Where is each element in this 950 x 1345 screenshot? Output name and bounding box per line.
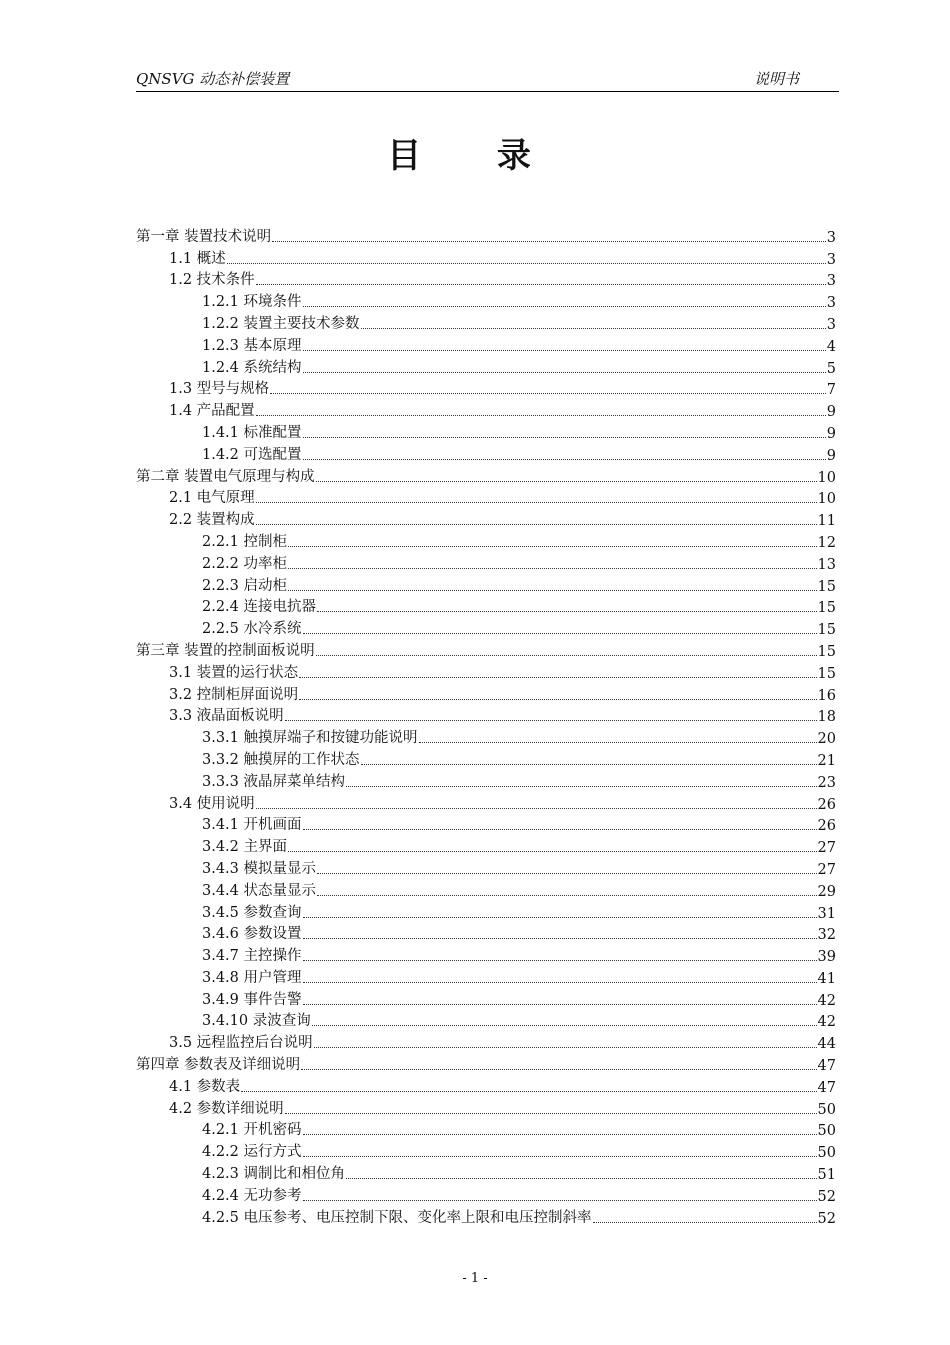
toc-entry[interactable] [136, 704, 836, 726]
toc-entry-label: 3.4.1 开机画面 [202, 817, 302, 834]
toc-entry[interactable] [136, 769, 836, 791]
toc-entry[interactable] [136, 856, 836, 878]
toc-entry-label: 3.4.2 主界面 [202, 839, 288, 856]
toc-entry[interactable] [136, 965, 836, 987]
toc-entry[interactable] [136, 246, 836, 268]
toc-leader-dots [303, 437, 826, 438]
toc-entry-page: 50 [817, 1145, 836, 1162]
toc-entry[interactable] [136, 289, 836, 311]
toc-leader-dots [303, 350, 826, 351]
toc-entry-label: 3.4.10 录波查询 [202, 1013, 311, 1030]
toc-entry-page: 3 [826, 295, 836, 312]
toc-leader-dots [303, 459, 826, 460]
toc-entry[interactable] [136, 377, 836, 399]
toc-entry-page: 7 [826, 382, 836, 399]
toc-entry[interactable] [136, 616, 836, 638]
page-number: - 1 - [462, 1271, 488, 1286]
toc-entry-label: 3.1 装置的运行状态 [169, 664, 299, 681]
toc-leader-dots [256, 524, 817, 525]
toc-leader-dots [303, 1004, 817, 1005]
toc-leader-dots [419, 742, 817, 743]
toc-entry-page: 52 [817, 1188, 836, 1205]
toc-entry-label: 1.4.2 可选配置 [202, 446, 302, 463]
toc-entry-page: 27 [817, 861, 836, 878]
toc-entry-label: 1.2.3 基本原理 [202, 337, 302, 354]
toc-leader-dots [303, 829, 817, 830]
toc-leader-dots [256, 415, 826, 416]
toc-entry-label: 1.4 产品配置 [169, 403, 255, 420]
toc-entry-page: 44 [817, 1036, 836, 1053]
page-header [136, 66, 839, 92]
toc-entry-page: 52 [817, 1210, 836, 1227]
toc-entry[interactable] [136, 900, 836, 922]
toc-entry-page: 50 [817, 1123, 836, 1140]
toc-entry[interactable] [136, 1161, 836, 1183]
toc-leader-dots [288, 851, 817, 852]
toc-entry[interactable] [136, 987, 836, 1009]
toc-entry-label: 3.4.7 主控操作 [202, 948, 302, 965]
toc-entry-page: 3 [826, 251, 836, 268]
toc-entry-label: 第二章 装置电气原理与构成 [136, 468, 315, 485]
toc-entry-page: 21 [817, 752, 836, 769]
toc-entry-label: 4.2.2 运行方式 [202, 1144, 302, 1161]
toc-entry-page: 47 [817, 1058, 836, 1075]
toc-leader-dots [316, 481, 817, 482]
toc-entry[interactable] [136, 682, 836, 704]
toc-entry-page: 18 [817, 709, 836, 726]
toc-entry-label: 3.4 使用说明 [169, 795, 255, 812]
toc-entry-label: 2.2 装置构成 [169, 512, 255, 529]
toc-entry-page: 31 [817, 905, 836, 922]
toc-entry-label: 4.2 参数详细说明 [169, 1100, 284, 1117]
toc-entry-label: 4.2.4 无功参考 [202, 1187, 302, 1204]
toc-leader-dots [317, 873, 817, 874]
toc-leader-dots [256, 808, 817, 809]
toc-entry[interactable] [136, 813, 836, 835]
toc-entry-label: 3.4.5 参数查询 [202, 904, 302, 921]
toc-entry[interactable] [136, 311, 836, 333]
toc-entry-page: 3 [826, 316, 836, 333]
toc-entry[interactable] [136, 922, 836, 944]
toc-entry-page: 15 [817, 578, 836, 595]
toc-entry-page: 50 [817, 1101, 836, 1118]
toc-leader-dots [303, 372, 826, 373]
toc-leader-dots [303, 306, 826, 307]
toc-leader-dots [241, 1091, 816, 1092]
toc-entry-page: 42 [817, 992, 836, 1009]
toc-entry[interactable] [136, 464, 836, 486]
toc-entry[interactable] [136, 834, 836, 856]
toc-entry-label: 4.2.5 电压参考、电压控制下限、变化率上限和电压控制斜率 [202, 1209, 592, 1226]
toc-entry-page: 5 [826, 360, 836, 377]
toc-leader-dots [593, 1222, 817, 1223]
toc-leader-dots [299, 677, 816, 678]
toc-entry-page: 15 [817, 643, 836, 660]
toc-entry[interactable] [136, 355, 836, 377]
toc-entry-page: 27 [817, 840, 836, 857]
toc-leader-dots [303, 1134, 817, 1135]
toc-entry[interactable] [136, 1074, 836, 1096]
toc-entry-page: 23 [817, 774, 836, 791]
toc-leader-dots [303, 633, 817, 634]
page-title: 目 录 [387, 136, 563, 176]
toc-entry[interactable] [136, 551, 836, 573]
toc-entry[interactable] [136, 507, 836, 529]
toc-entry[interactable] [136, 486, 836, 508]
toc-entry-page: 11 [817, 513, 836, 530]
toc-leader-dots [346, 786, 817, 787]
toc-entry-page: 26 [817, 796, 836, 813]
toc-entry-label: 1.3 型号与规格 [169, 381, 270, 398]
toc-entry-page: 29 [817, 883, 836, 900]
toc-entry-label: 4.2.1 开机密码 [202, 1122, 302, 1139]
toc-entry-page: 12 [817, 534, 836, 551]
toc-entry-label: 4.1 参数表 [169, 1078, 241, 1095]
toc-leader-dots [316, 655, 817, 656]
toc-entry[interactable] [136, 398, 836, 420]
toc-entry-label: 3.3 液晶面板说明 [169, 708, 284, 725]
toc-leader-dots [299, 699, 816, 700]
header-product-name: QNSVG 动态补偿装置 [136, 70, 290, 88]
toc-entry-page: 13 [817, 556, 836, 573]
toc-leader-dots [256, 502, 817, 503]
toc-entry-label: 3.3.2 触摸屏的工作状态 [202, 751, 360, 768]
toc-entry-label: 3.4.8 用户管理 [202, 969, 302, 986]
toc-entry-page: 10 [817, 469, 836, 486]
toc-entry[interactable] [136, 638, 836, 660]
toc-entry-page: 20 [817, 731, 836, 748]
toc-entry-label: 1.2.2 装置主要技术参数 [202, 315, 360, 332]
toc-entry[interactable] [136, 529, 836, 551]
toc-entry[interactable] [136, 333, 836, 355]
toc-entry-label: 3.4.4 状态量显示 [202, 882, 317, 899]
toc-entry-page: 15 [817, 665, 836, 682]
header-doc-type: 说明书 [753, 70, 799, 88]
toc-entry-page: 9 [826, 447, 836, 464]
toc-entry-label: 2.2.4 连接电抗器 [202, 599, 317, 616]
toc-entry[interactable] [136, 747, 836, 769]
toc-entry[interactable] [136, 660, 836, 682]
toc-entry-page: 9 [826, 404, 836, 421]
toc-entry-label: 3.4.9 事件告警 [202, 991, 302, 1008]
toc-entry-label: 4.2.3 调制比和相位角 [202, 1166, 346, 1183]
toc-leader-dots [227, 263, 826, 264]
toc-entry-page: 51 [817, 1167, 836, 1184]
toc-leader-dots [303, 982, 817, 983]
toc-entry-label: 3.3.3 液晶屏菜单结构 [202, 773, 346, 790]
toc-entry[interactable] [136, 442, 836, 464]
toc-entry-page: 26 [817, 818, 836, 835]
toc-leader-dots [288, 546, 817, 547]
toc-leader-dots [346, 1178, 817, 1179]
toc-entry[interactable] [136, 595, 836, 617]
toc-entry[interactable] [136, 224, 836, 246]
toc-leader-dots [303, 938, 817, 939]
toc-entry-label: 3.5 远程监控后台说明 [169, 1035, 313, 1052]
toc-entry-label: 第一章 装置技术说明 [136, 228, 272, 245]
toc-leader-dots [303, 1156, 817, 1157]
toc-leader-dots [303, 960, 817, 961]
toc-leader-dots [312, 1025, 817, 1026]
toc-entry-label: 3.3.1 触摸屏端子和按键功能说明 [202, 730, 418, 747]
toc-entry-label: 1.2 技术条件 [169, 272, 255, 289]
toc-entry-label: 第三章 装置的控制面板说明 [136, 642, 315, 659]
toc-entry-label: 2.2.5 水冷系统 [202, 621, 302, 638]
toc-entry[interactable] [136, 420, 836, 442]
toc-entry[interactable] [136, 1052, 836, 1074]
toc-leader-dots [361, 764, 817, 765]
toc-entry-label: 2.2.1 控制柜 [202, 533, 288, 550]
toc-entry-page: 9 [826, 425, 836, 442]
toc-entry-label: 第四章 参数表及详细说明 [136, 1057, 301, 1074]
toc-entry-label: 2.2.3 启动柜 [202, 577, 288, 594]
toc-leader-dots [256, 284, 826, 285]
toc-entry-page: 42 [817, 1014, 836, 1031]
toc-entry-page: 16 [817, 687, 836, 704]
toc-entry[interactable] [136, 1096, 836, 1118]
toc-entry[interactable] [136, 943, 836, 965]
toc-entry-page: 47 [817, 1079, 836, 1096]
toc-entry[interactable] [136, 791, 836, 813]
toc-leader-dots [303, 917, 817, 918]
table-of-contents [136, 224, 836, 1227]
toc-entry-page: 39 [817, 949, 836, 966]
toc-entry-label: 3.4.3 模拟量显示 [202, 860, 317, 877]
toc-entry[interactable] [136, 1183, 836, 1205]
toc-entry-page: 32 [817, 927, 836, 944]
toc-entry-label: 1.4.1 标准配置 [202, 424, 302, 441]
toc-entry-label: 3.4.6 参数设置 [202, 926, 302, 943]
toc-entry-page: 15 [817, 622, 836, 639]
toc-leader-dots [285, 1113, 817, 1114]
toc-entry-page: 10 [817, 491, 836, 508]
toc-entry-label: 1.1 概述 [169, 250, 226, 267]
toc-leader-dots [285, 720, 817, 721]
toc-entry-label: 2.2.2 功率柜 [202, 555, 288, 572]
toc-leader-dots [270, 393, 826, 394]
toc-leader-dots [272, 241, 826, 242]
toc-entry[interactable] [136, 725, 836, 747]
toc-entry[interactable] [136, 1205, 836, 1227]
toc-entry[interactable] [136, 1118, 836, 1140]
toc-entry-page: 3 [826, 273, 836, 290]
toc-entry-label: 2.1 电气原理 [169, 490, 255, 507]
toc-entry-label: 1.2.4 系统结构 [202, 359, 302, 376]
toc-entry-page: 41 [817, 970, 836, 987]
toc-leader-dots [317, 611, 817, 612]
toc-leader-dots [288, 590, 817, 591]
toc-leader-dots [288, 568, 817, 569]
toc-entry[interactable] [136, 1030, 836, 1052]
toc-entry[interactable] [136, 1139, 836, 1161]
toc-entry-page: 3 [826, 229, 836, 246]
toc-entry-page: 15 [817, 600, 836, 617]
toc-leader-dots [314, 1047, 817, 1048]
toc-leader-dots [361, 328, 826, 329]
toc-entry[interactable] [136, 1009, 836, 1031]
toc-entry[interactable] [136, 878, 836, 900]
toc-entry-page: 4 [826, 338, 836, 355]
toc-leader-dots [301, 1069, 816, 1070]
toc-leader-dots [303, 1200, 817, 1201]
toc-leader-dots [317, 895, 817, 896]
toc-entry[interactable] [136, 268, 836, 290]
toc-entry-label: 1.2.1 环境条件 [202, 294, 302, 311]
toc-entry-label: 3.2 控制柜屏面说明 [169, 686, 299, 703]
toc-entry[interactable] [136, 573, 836, 595]
